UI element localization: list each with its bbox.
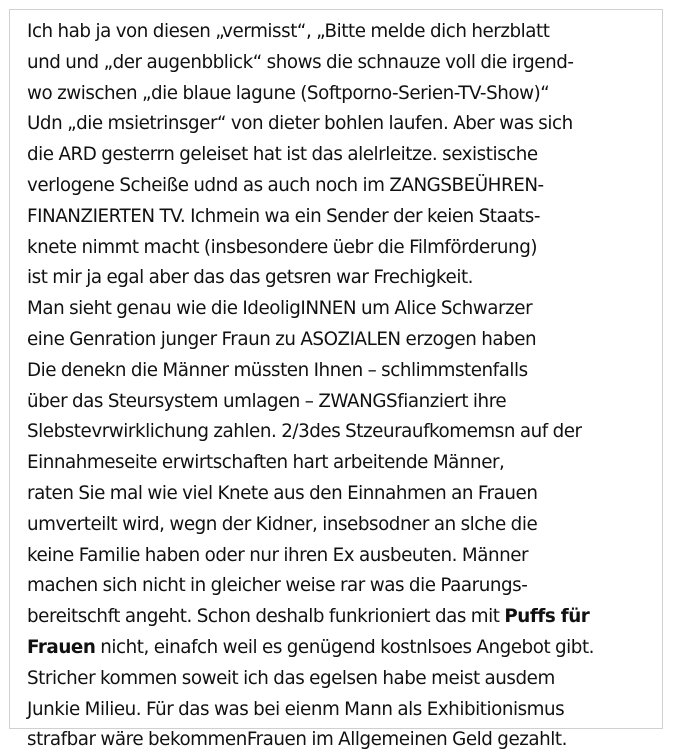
- text-line: und und „der augenbblick“ shows die schnauze voll die irgend-: [27, 51, 574, 73]
- bold-text: Frauen: [27, 636, 96, 658]
- text-line: über das Steursystem umlagen – ZWANGSfianziert ihre: [27, 390, 507, 412]
- text-line: Slebstevrwirklichung zahlen. 2/3des Stzeuraufkomemsn auf der: [27, 421, 582, 443]
- text-line: strafbar wäre bekommenFrauen im Allgemeinen Geld gezahlt.: [27, 729, 567, 751]
- text-line: ist mir ja egal aber das das getsren war Frechigkeit.: [27, 267, 474, 289]
- text-line: Einnahmeseite erwirtschaften hart arbeitende Männer,: [27, 452, 505, 474]
- text-line: bereitschft angeht. Schon deshalb funkrioniert das mit Puffs für: [27, 606, 590, 628]
- text-line: Udn „die msietrinsger“ von dieter bohlen laufen. Aber was sich: [27, 113, 573, 135]
- text-line: Stricher kommen soweit ich das egelsen habe meist ausdem: [27, 667, 555, 689]
- text-line: knete nimmt macht (insbesondere üebr die Filmförderung): [27, 236, 538, 258]
- text-line: Man sieht genau wie die IdeoligINNEN um Alice Schwarzer: [27, 298, 533, 320]
- text-line: verlogene Scheiße udnd as auch noch im ZANGSBEÜHREN-: [27, 174, 544, 196]
- text-line: Ich hab ja von diesen „vermisst“, „Bitte melde dich herzblatt: [27, 21, 550, 42]
- text-line: keine Familie haben oder nur ihren Ex ausbeuten. Männer: [27, 544, 529, 566]
- body-text: [27, 17, 594, 756]
- text-line: machen sich nicht in gleicher weise rar was die Paarungs-: [27, 575, 528, 597]
- text-line: die ARD gesterrn geleiset hat ist das alelrleitze. sexistische: [27, 144, 538, 166]
- text-line: Junkie Milieu. Für das was bei eienm Mann als Exhibitionismus: [27, 698, 565, 720]
- text-line: FINANZIERTEN TV. Ichmein wa ein Sender der keien Staats-: [27, 205, 540, 227]
- text-line: wo zwischen „die blaue lagune (Softporno-Serien-TV-Show)“: [27, 82, 550, 104]
- text-line: eine Genration junger Fraun zu ASOZIALEN erzogen haben: [27, 328, 537, 350]
- text-line: Frauen nicht, einafch weil es genügend kostnlsoes Angebot gibt.: [27, 636, 595, 658]
- text-line: Die denekn die Männer müssten Ihnen – schlimmstenfalls: [27, 359, 528, 381]
- bold-text: Puffs für: [504, 606, 590, 628]
- text-line: umverteilt wird, wegn der Kidner, insebsodner an slche die: [27, 513, 538, 535]
- text-line: raten Sie mal wie viel Knete aus den Einnahmen an Frauen: [27, 482, 538, 504]
